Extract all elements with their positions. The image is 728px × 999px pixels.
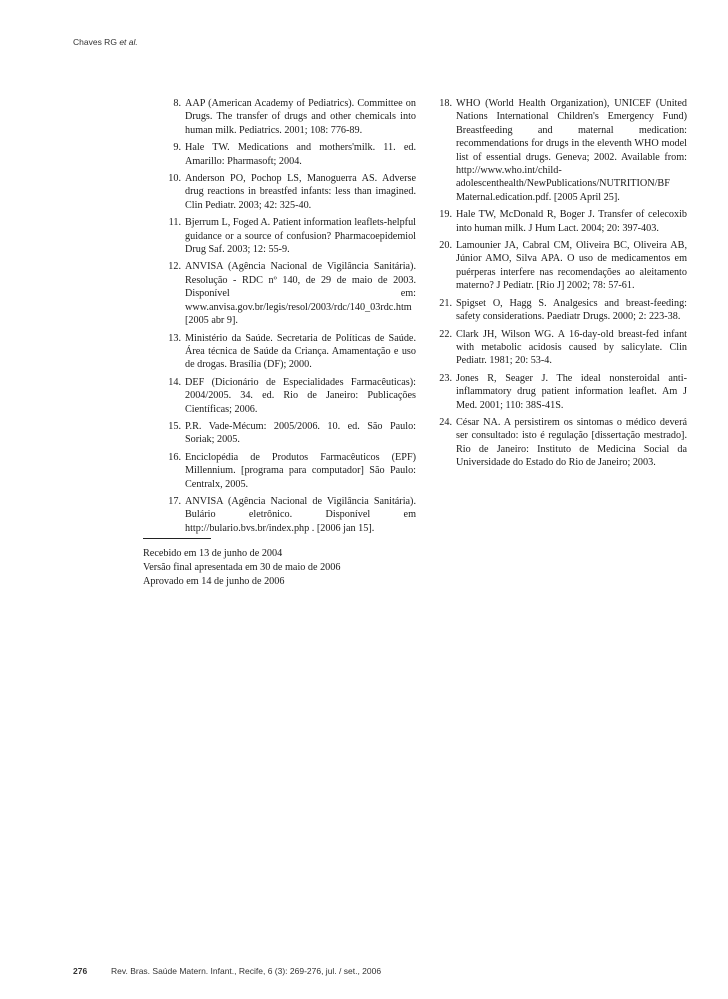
reference-number: 9.: [173, 142, 181, 154]
references-right-column: [435, 97, 687, 474]
reference-item: [164, 172, 416, 212]
references-left-column: [164, 97, 416, 539]
reference-number: 8.: [173, 98, 181, 109]
reference-number: 12.: [168, 261, 181, 273]
running-head-authors: Chaves RG: [73, 37, 117, 47]
reference-item: [164, 260, 416, 327]
reference-number: 15.: [168, 420, 181, 432]
running-head-etal: et al.: [119, 37, 138, 47]
reference-number: 24.: [439, 416, 452, 428]
reference-number: 18.: [439, 98, 452, 109]
reference-text: Bjerrum L, Foged A. Patient information leaflets-helpful guidance or a source of confusion? Pharmacoepidemiol Drug Saf. 2003; 12: 55-9.: [185, 217, 416, 256]
reference-text: Ministério da Saúde. Secretaria de Políticas de Saúde. Área técnica de Saúde da Criança. Amamentação e uso de drogas. Brasília (DF); 2000.: [185, 332, 416, 371]
reference-item: [435, 328, 687, 368]
approved-date: Aprovado em 14 de junho de 2006: [143, 576, 285, 587]
history-divider: [143, 538, 211, 539]
reference-number: 19.: [439, 209, 452, 221]
reference-item: [164, 451, 416, 491]
reference-number: 10.: [168, 173, 181, 185]
reference-text: Clark JH, Wilson WG. A 16-day-old breast-fed infant with metabolic acidosis caused by salicylate. Clin Pediatr. 1981; 20: 53-4.: [456, 328, 687, 367]
reference-number: 21.: [439, 297, 452, 309]
reference-item: [164, 376, 416, 416]
reference-item: [435, 416, 687, 470]
reference-text: P.R. Vade-Mécum: 2005/2006. 10. ed. São Paulo: Soriak; 2005.: [185, 420, 416, 446]
page-footer: [73, 966, 381, 976]
reference-item: [435, 208, 687, 235]
reference-number: 11.: [168, 217, 181, 229]
reference-text: AAP (American Academy of Pediatrics). Committee on Drugs. The transfer of drugs and other chemicals into human milk. Pediatrics. 2001; 108: 776-89.: [185, 98, 416, 136]
reference-number: 13.: [168, 332, 181, 344]
reference-item: [164, 216, 416, 256]
final-version-date: Versão final apresentada em 30 de maio de 2006: [143, 562, 341, 573]
reference-number: 20.: [439, 240, 452, 252]
page-number: 276: [73, 966, 88, 976]
received-date: Recebido em 13 de junho de 2004: [143, 548, 283, 559]
reference-number: 23.: [439, 372, 452, 384]
reference-text: ANVISA (Agência Nacional de Vigilância Sanitária). Resolução - RDC nº 140, de 29 de maio de 2003. Disponível em: www.anvisa.gov.br/legis/resol/2003/rdc/140_03rdc.htm [2005 abr 9].: [185, 261, 416, 327]
reference-item: [435, 297, 687, 324]
reference-item: [164, 141, 416, 168]
reference-number: 22.: [439, 328, 452, 340]
reference-text: Enciclopédia de Produtos Farmacêuticos (EPF) Millennium. [programa para computador] São Paulo: Centralx, 2005.: [185, 451, 416, 490]
reference-text: Lamounier JA, Cabral CM, Oliveira BC, Oliveira AB, Júnior AMO, Silva APA. O uso de medicamentos em puérperas interfere nas recomendações ao aleitamento materno? J Pediatr. [Rio J] 2002; 78: 57-61.: [456, 240, 687, 292]
reference-item: [164, 420, 416, 447]
reference-text: César NA. A persistirem os sintomas o médico deverá ser consultado: isto é regulação [dissertação mestrado]. Rio de Janeiro: Instituto de Medicina Social da Universidade do Estado do Rio de Janeiro; 2003.: [456, 416, 687, 469]
reference-item: [164, 495, 416, 535]
reference-item: [435, 239, 687, 293]
reference-number: 16.: [168, 451, 181, 463]
reference-text: Jones R, Seager J. The ideal nonsteroidal anti-inflammatory drug patient information leaflet. Am J Med. 2001; 110: 38S-41S.: [456, 372, 687, 411]
reference-text: ANVISA (Agência Nacional de Vigilância Sanitária). Bulário eletrônico. Disponível em http://bulario.bvs.br/index.php . [2006 jan 15].: [185, 495, 416, 534]
reference-text: DEF (Dicionário de Especialidades Farmacêuticas): 2004/2005. 34. ed. Rio de Janeiro: Publicações Científicas; 2006.: [185, 376, 416, 415]
running-head: [73, 37, 138, 47]
reference-item: [164, 332, 416, 372]
reference-text: Hale TW. Medications and mothers'milk. 11. ed. Amarillo: Pharmasoft; 2004.: [185, 142, 416, 167]
reference-text: WHO (World Health Organization), UNICEF (United Nations International Children's Emergency Fund) Breastfeeding and maternal medication: recommendations for drugs in the eleventh WHO model list of essential drugs. Geneva; 2002. Available from: http://www.who.int/child-adolescenthealth/NewPublications/NUTRITION/BF Maternal.edication.pdf. [2005 April 25].: [456, 98, 687, 203]
journal-citation: Rev. Bras. Saúde Matern. Infant., Recife, 6 (3): 269-276, jul. / set., 2006: [111, 966, 382, 976]
reference-number: 17.: [168, 495, 181, 507]
reference-text: Hale TW, McDonald R, Boger J. Transfer of celecoxib into human milk. J Hum Lact. 2004; 20: 397-403.: [456, 209, 687, 234]
reference-item: [164, 97, 416, 137]
submission-history: [143, 547, 340, 589]
reference-text: Spigset O, Hagg S. Analgesics and breast-feeding: safety considerations. Paediatr Drugs. 2000; 2: 223-38.: [456, 297, 687, 323]
reference-item: [435, 372, 687, 412]
reference-text: Anderson PO, Pochop LS, Manoguerra AS. Adverse drug reactions in breastfed infants: less than imagined. Clin Pediatr. 2003; 42: 325-40.: [185, 173, 416, 211]
reference-number: 14.: [168, 376, 181, 388]
reference-item: [435, 97, 687, 204]
